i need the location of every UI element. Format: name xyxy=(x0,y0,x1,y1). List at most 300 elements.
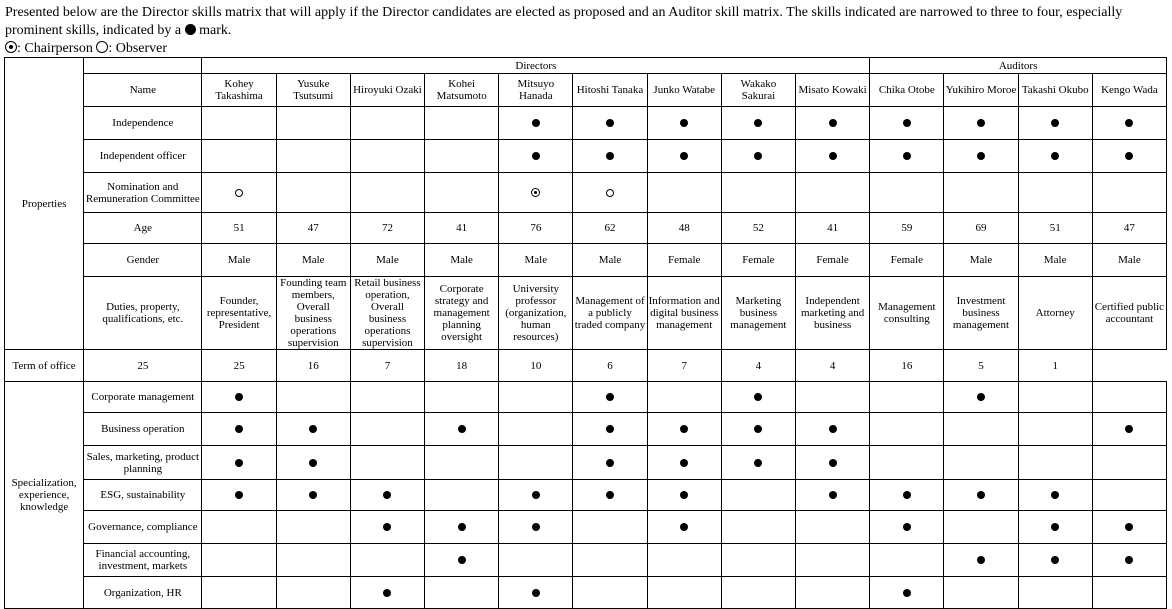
filled-dot-icon xyxy=(1125,119,1133,127)
matrix-cell: Independent marketing and business xyxy=(795,277,869,350)
matrix-cell: Marketing business management xyxy=(721,277,795,350)
matrix-cell xyxy=(944,173,1018,213)
filled-dot-icon xyxy=(383,523,391,531)
intro-paragraph xyxy=(5,4,1165,58)
matrix-cell xyxy=(721,382,795,413)
filled-dot-icon xyxy=(977,152,985,160)
matrix-cell xyxy=(870,413,944,446)
filled-dot-icon xyxy=(532,491,540,499)
matrix-cell: Female xyxy=(721,244,795,277)
matrix-cell: Retail business operation, Overall business operations supervision xyxy=(350,277,424,350)
matrix-cell xyxy=(276,446,350,480)
filled-dot-icon xyxy=(903,119,911,127)
matrix-cell xyxy=(499,446,573,480)
matrix-cell: Attorney xyxy=(1018,277,1092,350)
intro-mark-text: mark. xyxy=(199,23,232,38)
filled-dot-icon xyxy=(754,152,762,160)
matrix-cell xyxy=(721,480,795,511)
matrix-cell xyxy=(647,577,721,609)
matrix-cell xyxy=(202,577,276,609)
matrix-cell xyxy=(721,173,795,213)
matrix-cell xyxy=(350,577,424,609)
filled-dot-icon xyxy=(1051,119,1059,127)
skill-row-label: Governance, compliance xyxy=(84,511,202,544)
directors-header: Directors xyxy=(202,58,870,74)
person-name-cell: Junko Watabe xyxy=(647,74,721,107)
matrix-cell: 47 xyxy=(276,213,350,244)
matrix-cell xyxy=(202,140,276,173)
auditors-header: Auditors xyxy=(870,58,1167,74)
person-name-cell: Chika Otobe xyxy=(870,74,944,107)
matrix-cell: 7 xyxy=(350,350,424,382)
matrix-cell xyxy=(1092,413,1166,446)
legend-chairperson: : Chairperson xyxy=(17,41,93,56)
matrix-cell xyxy=(499,382,573,413)
matrix-cell xyxy=(795,413,869,446)
matrix-cell: Founding team members, Overall business operations supervision xyxy=(276,277,350,350)
matrix-cell xyxy=(944,511,1018,544)
matrix-cell xyxy=(1092,480,1166,511)
matrix-cell xyxy=(425,577,499,609)
matrix-cell: Corporate strategy and management planning oversight xyxy=(425,277,499,350)
filled-dot-icon xyxy=(309,459,317,467)
matrix-cell xyxy=(647,140,721,173)
matrix-cell xyxy=(1018,577,1092,609)
matrix-cell: Founder, representative, President xyxy=(202,277,276,350)
filled-dot-icon xyxy=(903,152,911,160)
matrix-cell: 25 xyxy=(84,350,202,382)
matrix-cell xyxy=(944,107,1018,140)
matrix-cell: Certified public accountant xyxy=(1092,277,1166,350)
matrix-cell xyxy=(425,413,499,446)
matrix-cell xyxy=(202,446,276,480)
legend-observer: : Observer xyxy=(108,41,168,56)
filled-dot-icon xyxy=(1051,152,1059,160)
filled-dot-icon xyxy=(1051,523,1059,531)
filled-dot-icon xyxy=(1125,152,1133,160)
matrix-cell xyxy=(944,544,1018,577)
matrix-cell xyxy=(350,480,424,511)
skill-row-label: ESG, sustainability xyxy=(84,480,202,511)
matrix-cell xyxy=(276,413,350,446)
matrix-cell xyxy=(350,544,424,577)
filled-dot-icon xyxy=(235,425,243,433)
matrix-cell xyxy=(647,107,721,140)
matrix-cell xyxy=(425,446,499,480)
intro-text: Presented below are the Director skills matrix that will apply if the Director candidates are elected as proposed and an Auditor skill matrix. The skills indicated are narrowed to three to four, especially prominent skills, indicated by a xyxy=(5,5,1123,38)
matrix-cell: Male xyxy=(499,244,573,277)
matrix-cell xyxy=(1092,107,1166,140)
matrix-cell xyxy=(202,382,276,413)
filled-dot-icon xyxy=(829,459,837,467)
matrix-cell xyxy=(1092,446,1166,480)
matrix-cell: Female xyxy=(647,244,721,277)
filled-dot-icon xyxy=(829,152,837,160)
matrix-cell xyxy=(425,107,499,140)
filled-dot-icon xyxy=(1051,556,1059,564)
matrix-cell xyxy=(573,480,647,511)
matrix-cell xyxy=(795,577,869,609)
filled-dot-icon xyxy=(606,491,614,499)
matrix-cell xyxy=(647,446,721,480)
filled-dot-icon xyxy=(532,119,540,127)
matrix-cell xyxy=(350,107,424,140)
matrix-cell xyxy=(1018,382,1092,413)
specialization-group-label: Specialization, experience, knowledge xyxy=(5,382,84,609)
matrix-cell xyxy=(202,173,276,213)
circle-icon xyxy=(606,189,614,197)
filled-dot-icon xyxy=(383,491,391,499)
matrix-cell xyxy=(499,577,573,609)
matrix-cell xyxy=(1092,511,1166,544)
filled-dot-icon xyxy=(1125,523,1133,531)
matrix-cell: 76 xyxy=(499,213,573,244)
person-name-cell: Misato Kowaki xyxy=(795,74,869,107)
matrix-cell xyxy=(647,480,721,511)
filled-dot-icon xyxy=(1051,491,1059,499)
filled-dot-icon xyxy=(235,491,243,499)
matrix-cell: 41 xyxy=(425,213,499,244)
matrix-cell xyxy=(276,544,350,577)
matrix-cell: Male xyxy=(276,244,350,277)
person-name-cell: Takashi Okubo xyxy=(1018,74,1092,107)
skill-row xyxy=(5,480,1167,511)
matrix-cell xyxy=(870,140,944,173)
person-name-cell: Kengo Wada xyxy=(1092,74,1166,107)
matrix-cell xyxy=(1092,173,1166,213)
matrix-cell xyxy=(721,511,795,544)
person-name-cell: Mitsuyo Hanada xyxy=(499,74,573,107)
matrix-cell xyxy=(425,480,499,511)
property-row-label: Term of office xyxy=(5,350,84,382)
matrix-cell: Information and digital business management xyxy=(647,277,721,350)
matrix-cell xyxy=(276,107,350,140)
skill-row-label: Sales, marketing, product planning xyxy=(84,446,202,480)
matrix-cell xyxy=(944,577,1018,609)
filled-dot-icon xyxy=(977,119,985,127)
matrix-cell: Male xyxy=(573,244,647,277)
matrix-cell xyxy=(276,577,350,609)
matrix-cell xyxy=(350,382,424,413)
matrix-cell: 6 xyxy=(573,350,647,382)
matrix-cell xyxy=(795,544,869,577)
matrix-cell: 51 xyxy=(1018,213,1092,244)
filled-dot-icon xyxy=(680,425,688,433)
property-row xyxy=(5,107,1167,140)
filled-dot-icon xyxy=(754,393,762,401)
matrix-cell: 1 xyxy=(1018,350,1092,382)
matrix-cell xyxy=(573,140,647,173)
filled-dot-icon xyxy=(829,491,837,499)
matrix-cell xyxy=(721,413,795,446)
matrix-cell xyxy=(499,544,573,577)
skill-row-label: Organization, HR xyxy=(84,577,202,609)
matrix-cell: 59 xyxy=(870,213,944,244)
matrix-cell xyxy=(870,382,944,413)
matrix-cell xyxy=(1018,413,1092,446)
matrix-cell xyxy=(870,107,944,140)
filled-dot-icon xyxy=(754,425,762,433)
matrix-cell xyxy=(425,173,499,213)
property-row-label: Independent officer xyxy=(84,140,202,173)
matrix-cell xyxy=(944,413,1018,446)
matrix-cell xyxy=(1092,140,1166,173)
matrix-cell: University professor (organization, human resources) xyxy=(499,277,573,350)
matrix-cell xyxy=(499,511,573,544)
person-name-cell: Hitoshi Tanaka xyxy=(573,74,647,107)
matrix-cell: 25 xyxy=(202,350,276,382)
properties-group-label: Properties xyxy=(5,58,84,350)
matrix-cell xyxy=(499,480,573,511)
filled-dot-icon xyxy=(606,425,614,433)
matrix-cell xyxy=(721,446,795,480)
matrix-cell xyxy=(499,140,573,173)
matrix-cell: Male xyxy=(350,244,424,277)
filled-dot-icon xyxy=(903,523,911,531)
matrix-cell: 5 xyxy=(944,350,1018,382)
matrix-cell xyxy=(425,544,499,577)
filled-dot-icon xyxy=(309,491,317,499)
filled-dot-icon xyxy=(754,119,762,127)
filled-dot-icon xyxy=(309,425,317,433)
matrix-cell xyxy=(573,446,647,480)
matrix-cell xyxy=(795,511,869,544)
filled-dot-icon xyxy=(606,393,614,401)
filled-dot-icon xyxy=(680,119,688,127)
matrix-cell xyxy=(202,107,276,140)
matrix-cell xyxy=(1018,140,1092,173)
matrix-cell xyxy=(1018,511,1092,544)
matrix-cell xyxy=(647,173,721,213)
group-header-row xyxy=(5,58,1167,74)
matrix-cell: 52 xyxy=(721,213,795,244)
matrix-cell xyxy=(276,173,350,213)
matrix-cell xyxy=(795,140,869,173)
matrix-cell: 51 xyxy=(202,213,276,244)
skill-row xyxy=(5,382,1167,413)
matrix-cell xyxy=(350,446,424,480)
matrix-cell xyxy=(795,480,869,511)
matrix-cell xyxy=(573,544,647,577)
matrix-cell xyxy=(1092,544,1166,577)
matrix-cell: 10 xyxy=(499,350,573,382)
filled-dot-icon xyxy=(754,459,762,467)
matrix-cell: 4 xyxy=(795,350,869,382)
filled-dot-icon xyxy=(680,491,688,499)
property-row-label: Age xyxy=(84,213,202,244)
matrix-cell xyxy=(499,173,573,213)
skill-row-label: Corporate management xyxy=(84,382,202,413)
matrix-cell xyxy=(573,382,647,413)
matrix-cell xyxy=(202,413,276,446)
filled-dot-icon xyxy=(606,119,614,127)
matrix-cell xyxy=(721,140,795,173)
matrix-cell xyxy=(1018,107,1092,140)
matrix-cell xyxy=(350,140,424,173)
matrix-cell xyxy=(202,544,276,577)
property-row xyxy=(5,213,1167,244)
filled-dot-icon xyxy=(1125,556,1133,564)
skill-row xyxy=(5,577,1167,609)
matrix-cell xyxy=(870,480,944,511)
person-name-cell: Yusuke Tsutsumi xyxy=(276,74,350,107)
matrix-cell xyxy=(647,511,721,544)
property-row-label: Nomination and Remuneration Committee xyxy=(84,173,202,213)
filled-dot-icon xyxy=(606,152,614,160)
matrix-cell xyxy=(425,382,499,413)
matrix-cell xyxy=(870,511,944,544)
matrix-cell: Male xyxy=(202,244,276,277)
matrix-cell: 72 xyxy=(350,213,424,244)
matrix-cell xyxy=(870,446,944,480)
matrix-cell xyxy=(1092,577,1166,609)
matrix-cell: Management of a publicly traded company xyxy=(573,277,647,350)
header-blank-cell xyxy=(84,58,202,74)
matrix-cell: 41 xyxy=(795,213,869,244)
filled-dot-icon xyxy=(977,491,985,499)
property-row-label: Independence xyxy=(84,107,202,140)
matrix-cell: 16 xyxy=(870,350,944,382)
filled-dot-icon xyxy=(532,523,540,531)
matrix-cell xyxy=(795,446,869,480)
matrix-cell: 18 xyxy=(425,350,499,382)
filled-dot-icon xyxy=(606,459,614,467)
matrix-cell xyxy=(944,382,1018,413)
skill-row-label: Financial accounting, investment, markets xyxy=(84,544,202,577)
filled-dot-icon xyxy=(903,491,911,499)
matrix-cell: Male xyxy=(944,244,1018,277)
property-row xyxy=(5,350,1167,382)
matrix-cell xyxy=(647,544,721,577)
filled-dot-icon xyxy=(383,589,391,597)
matrix-cell xyxy=(721,544,795,577)
property-row xyxy=(5,173,1167,213)
matrix-cell: 4 xyxy=(721,350,795,382)
matrix-cell: 47 xyxy=(1092,213,1166,244)
matrix-cell xyxy=(647,382,721,413)
skills-matrix-table xyxy=(4,57,1167,609)
matrix-cell xyxy=(425,511,499,544)
matrix-cell: Male xyxy=(1018,244,1092,277)
double-circle-icon xyxy=(531,188,540,197)
matrix-cell xyxy=(276,140,350,173)
matrix-cell xyxy=(202,480,276,511)
matrix-cell: 7 xyxy=(647,350,721,382)
person-name-cell: Yukihiro Moroe xyxy=(944,74,1018,107)
name-row-label: Name xyxy=(84,74,202,107)
matrix-cell: Female xyxy=(870,244,944,277)
matrix-cell xyxy=(795,382,869,413)
property-row xyxy=(5,277,1167,350)
filled-dot-icon xyxy=(458,556,466,564)
filled-dot-icon xyxy=(903,589,911,597)
filled-dot-icon xyxy=(458,425,466,433)
matrix-cell xyxy=(573,577,647,609)
matrix-cell: Female xyxy=(795,244,869,277)
matrix-cell xyxy=(499,107,573,140)
filled-dot-icon xyxy=(680,459,688,467)
matrix-cell xyxy=(1092,382,1166,413)
filled-dot-icon xyxy=(977,393,985,401)
matrix-cell xyxy=(573,511,647,544)
matrix-cell: 16 xyxy=(276,350,350,382)
filled-dot-icon xyxy=(680,152,688,160)
matrix-cell xyxy=(1018,446,1092,480)
matrix-cell xyxy=(573,107,647,140)
matrix-cell xyxy=(870,577,944,609)
matrix-cell xyxy=(350,173,424,213)
matrix-cell xyxy=(276,511,350,544)
circle-icon xyxy=(96,41,108,53)
filled-dot-icon xyxy=(1125,425,1133,433)
matrix-cell xyxy=(721,577,795,609)
circle-icon xyxy=(235,189,243,197)
filled-dot-icon xyxy=(532,152,540,160)
person-name-cell: Wakako Sakurai xyxy=(721,74,795,107)
double-circle-icon xyxy=(5,41,17,53)
matrix-cell xyxy=(870,173,944,213)
matrix-cell xyxy=(647,413,721,446)
matrix-cell xyxy=(1018,173,1092,213)
filled-dot-icon xyxy=(680,523,688,531)
matrix-cell xyxy=(425,140,499,173)
matrix-cell xyxy=(944,140,1018,173)
person-name-cell: Hiroyuki Ozaki xyxy=(350,74,424,107)
matrix-cell: 48 xyxy=(647,213,721,244)
property-row-label: Gender xyxy=(84,244,202,277)
skill-row xyxy=(5,511,1167,544)
property-row-label: Duties, property, qualifications, etc. xyxy=(84,277,202,350)
matrix-cell: Investment business management xyxy=(944,277,1018,350)
skill-row xyxy=(5,544,1167,577)
skill-row xyxy=(5,446,1167,480)
matrix-cell xyxy=(870,544,944,577)
filled-dot-icon xyxy=(829,119,837,127)
filled-dot-icon xyxy=(829,425,837,433)
matrix-cell xyxy=(350,413,424,446)
matrix-cell xyxy=(1018,480,1092,511)
matrix-cell xyxy=(795,173,869,213)
property-row xyxy=(5,244,1167,277)
names-row xyxy=(5,74,1167,107)
filled-dot-icon xyxy=(458,523,466,531)
matrix-cell: Male xyxy=(1092,244,1166,277)
matrix-cell xyxy=(573,173,647,213)
matrix-cell xyxy=(1018,544,1092,577)
matrix-cell xyxy=(276,480,350,511)
person-name-cell: Kohei Matsumoto xyxy=(425,74,499,107)
matrix-cell xyxy=(944,446,1018,480)
matrix-cell xyxy=(573,413,647,446)
filled-dot-icon xyxy=(977,556,985,564)
skill-row-label: Business operation xyxy=(84,413,202,446)
filled-dot-icon xyxy=(235,393,243,401)
person-name-cell: Kohey Takashima xyxy=(202,74,276,107)
matrix-cell xyxy=(721,107,795,140)
filled-dot-icon xyxy=(235,459,243,467)
matrix-cell xyxy=(202,511,276,544)
matrix-cell xyxy=(944,480,1018,511)
filled-dot-icon xyxy=(185,24,196,35)
matrix-cell xyxy=(795,107,869,140)
matrix-cell: 69 xyxy=(944,213,1018,244)
matrix-cell: 62 xyxy=(573,213,647,244)
matrix-cell xyxy=(276,382,350,413)
matrix-cell xyxy=(350,511,424,544)
skill-row xyxy=(5,413,1167,446)
filled-dot-icon xyxy=(532,589,540,597)
matrix-cell: Management consulting xyxy=(870,277,944,350)
